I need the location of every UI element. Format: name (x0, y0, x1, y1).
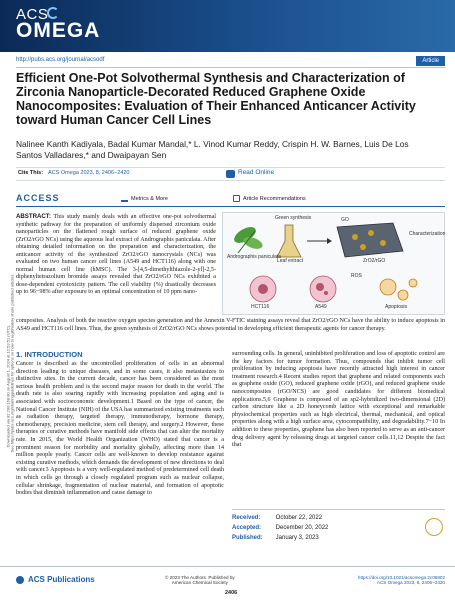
published-date: January 3, 2023 (275, 535, 319, 541)
read-online-icon (226, 170, 235, 178)
toc-label: A549 (315, 304, 327, 310)
side-note-line1: Downloaded via 82.200.168.80 on August 1, 2024 at 12:53:51 (UTC). (5, 324, 11, 448)
published-row (232, 533, 445, 543)
received-date: October 22, 2022 (275, 515, 323, 521)
publisher-name[interactable]: ACS Publications (28, 575, 95, 584)
abstract-column (16, 213, 216, 297)
toc-label: GO (341, 217, 349, 223)
footer-cite-line: ACS Omega 2023, 8, 2406−2420 (376, 580, 445, 586)
section-heading-introduction: 1. INTRODUCTION (16, 350, 83, 359)
logo-omega-text: OMEGA (16, 19, 101, 42)
toc-label: ZrO2/rGO (363, 258, 386, 264)
toc-graphic (222, 212, 445, 315)
access-title: ACCESS (16, 193, 60, 203)
accepted-date: December 20, 2022 (275, 525, 329, 531)
read-online-button[interactable]: Read Online (238, 169, 275, 176)
beaker-icon (277, 225, 301, 257)
cell-culture-icon (250, 276, 336, 302)
toc-illustration (223, 213, 446, 316)
footer-citation (358, 575, 445, 585)
journal-url-link[interactable]: http://pubs.acs.org/journal/acsodf (16, 57, 105, 63)
acs-publications-logo-icon (16, 576, 24, 584)
divider (16, 206, 445, 207)
publication-dates (232, 509, 445, 553)
abstract-continuation: composites. Analysis of both the reactive oxygen species generation and the Annexin V-FTIC staining assays reveal that ZrO2/rGO NCs have the ability to induce apoptosis in AS49 and HCT116 cell lines. Thus, the green synthesis of ZrO2/rGO NCs shows potential in developing efficient therapeutic agents for cancer therapy. (16, 318, 445, 332)
body-column-left: Cancer is described as the uncontrolled proliferation of cells in an abnormal direction leading to unique diseases, and in some cases, it also metastasizes to distinctive sites. In the current decade, cancer has been considered as the most serious health problem and is the second major reason for death in the world. The death rate is also soaring rapidly with increasing population and aging and is associated with socioeconomic development.1 Based on the type of cancer, the National Cancer Institute (NIH) of the USA has summarized existing treatments such as radiation therapy, targeted therapy, immunotherapy, hormone therapy, chemotherapy, precision medicine, stem cell therapy, and surgery.2 However, these therapies or curative methods have manifold side effects that can alter the mortality rate. In 2015, the World Health Organization (WHO) stated that cancer is a prominent reason for morbidity and mortality globally, affecting more than 14 million people yearly. Cancer cells are well-known to develop resistance against existing curative methods, which demands the development of new directions to deal with cancer.3 Apoptosis is a very well-regulated method of predetermined cell death in which cells go through a closely regulated program such as nuclear collapse, cellular shrinkage, fragmentation of nuclear material, and formation of apoptotic bodies that diminish inflammation and cause damage to (16, 361, 224, 497)
toc-label: Andrographis paniculata (227, 254, 281, 260)
toc-label: Characterization (409, 231, 446, 237)
side-note-line2: See https://pubs.acs.org/sharingguidelines for options on how to legitimately share published articles. (9, 273, 15, 453)
leaf-icon (232, 224, 264, 253)
copyright-line2: American Chemical Society (171, 580, 228, 586)
page-number: 2406 (225, 590, 238, 596)
cite-link[interactable]: ACS Omega 2023, 8, 2406−2420 (48, 170, 130, 176)
page-footer (0, 566, 455, 600)
received-label: Received: (232, 515, 261, 521)
download-side-note (2, 150, 15, 453)
document-icon (233, 195, 240, 202)
access-row (16, 186, 445, 208)
metrics-button[interactable]: Metrics & More (131, 196, 168, 202)
accepted-row (232, 523, 445, 533)
copyright-line1: © 2023 The Authors. Published by (165, 575, 235, 580)
graphene-sheet-icon (337, 223, 403, 257)
check-for-updates-icon[interactable] (425, 518, 443, 536)
author-list: Nalinee Kanth Kadiyala, Badal Kumar Mandal,* L. Vinod Kumar Reddy, Crispin H. W. Barnes, Luis De Los Santos Valladares,* and Dwaipayan Sen (16, 139, 409, 160)
published-label: Published: (232, 535, 263, 541)
divider (16, 67, 445, 68)
article-title: Efficient One-Pot Solvothermal Synthesis and Characterization of Zirconia Nanoparticle-Decorated Reduced Graphene Oxide Nanocomposites: Evaluation of Their Enhanced Anticancer Activity toward Human Cancer Cell Lines (16, 71, 416, 127)
cite-bar (16, 167, 445, 181)
article-type-badge: Article (416, 56, 445, 66)
bar-chart-icon (121, 196, 128, 202)
abstract-label: ABSTRACT: (16, 213, 51, 220)
recommendations-button[interactable]: Article Recommendations (243, 196, 306, 202)
journal-header (0, 0, 455, 52)
copyright-notice (165, 575, 235, 585)
logo-acs-text: ACS (16, 6, 49, 23)
toc-label: Leaf extract (277, 258, 304, 264)
toc-label: HCT116 (251, 304, 270, 310)
toc-label: Green synthesis (275, 215, 312, 221)
toc-label: Apoptosis (385, 304, 407, 310)
cite-label: Cite This: (18, 170, 44, 176)
toc-label: ROS (351, 273, 362, 279)
journal-logo[interactable] (16, 6, 136, 46)
accepted-label: Accepted: (232, 525, 262, 531)
body-column-right: surrounding cells. In general, uninhibited proliferation and loss of apoptotic control are the key factors for tumor formation. Thus, compounds that inhibit tumor cell proliferation by inducing apoptosis have recently attracted high interest in cancer treatment research.4 Recent studies report that graphene and related components such as graphene oxide (GO), reduced graphene oxide (rGO), and reduced graphene oxide nanocomposites (rGO/NCS) are good candidates for different biomedical applications.5,6 Graphene is composed of an sp2-hybridized two-dimensional (2D) carbon structure like a 2D honeycomb lattice with exceptional and remarkable physiochemical properties such as high electrical, thermal, mechanical, and optical properties along with a high surface area, cytocompatibility, and degradability.7−10 In addition to these properties, graphene has also been reported to serve as an anti-cancer drug delivery agent by releasing drugs at targeted cancer cells.11,12 Despite the fact that (232, 351, 445, 449)
received-row (232, 513, 445, 523)
doi-link[interactable]: https://doi.org/10.1021/acsomega.2c06802 (357, 575, 445, 580)
logo-swoosh-icon (47, 7, 59, 19)
abstract-text: This study mainly deals with an effective one-pot solvothermal synthetic pathway for the preparation of uniformly dispersed zirconium oxide nanoparticles on the flattened rough surface of reduced graphene oxide (ZrO2/rGO NCs) using the aqueous leaf extract of Andrographis paniculata. After obtaining detailed information on the preparation and characterization, the anticancer activity of the synthesized ZrO2/rGO nanocrystals (NCs) was evaluated on two human cancer cell lines (A549 and HCT116) along with one normal human cell line (hMSC). The 3-[4,5-dimethylthiazole-2-yl]-2,5-diphenyltetrazolium bromide assays revealed that ZrO2/rGO NCs exhibited a dose-dependent cytotoxicity pattern. The cell viability (%) drastically decreases up to 96−98% after exposure to an optimal concentration of 10 ppm nano- (16, 214, 217, 296)
apoptosis-icon (380, 279, 417, 300)
arrow-icon (307, 238, 332, 244)
